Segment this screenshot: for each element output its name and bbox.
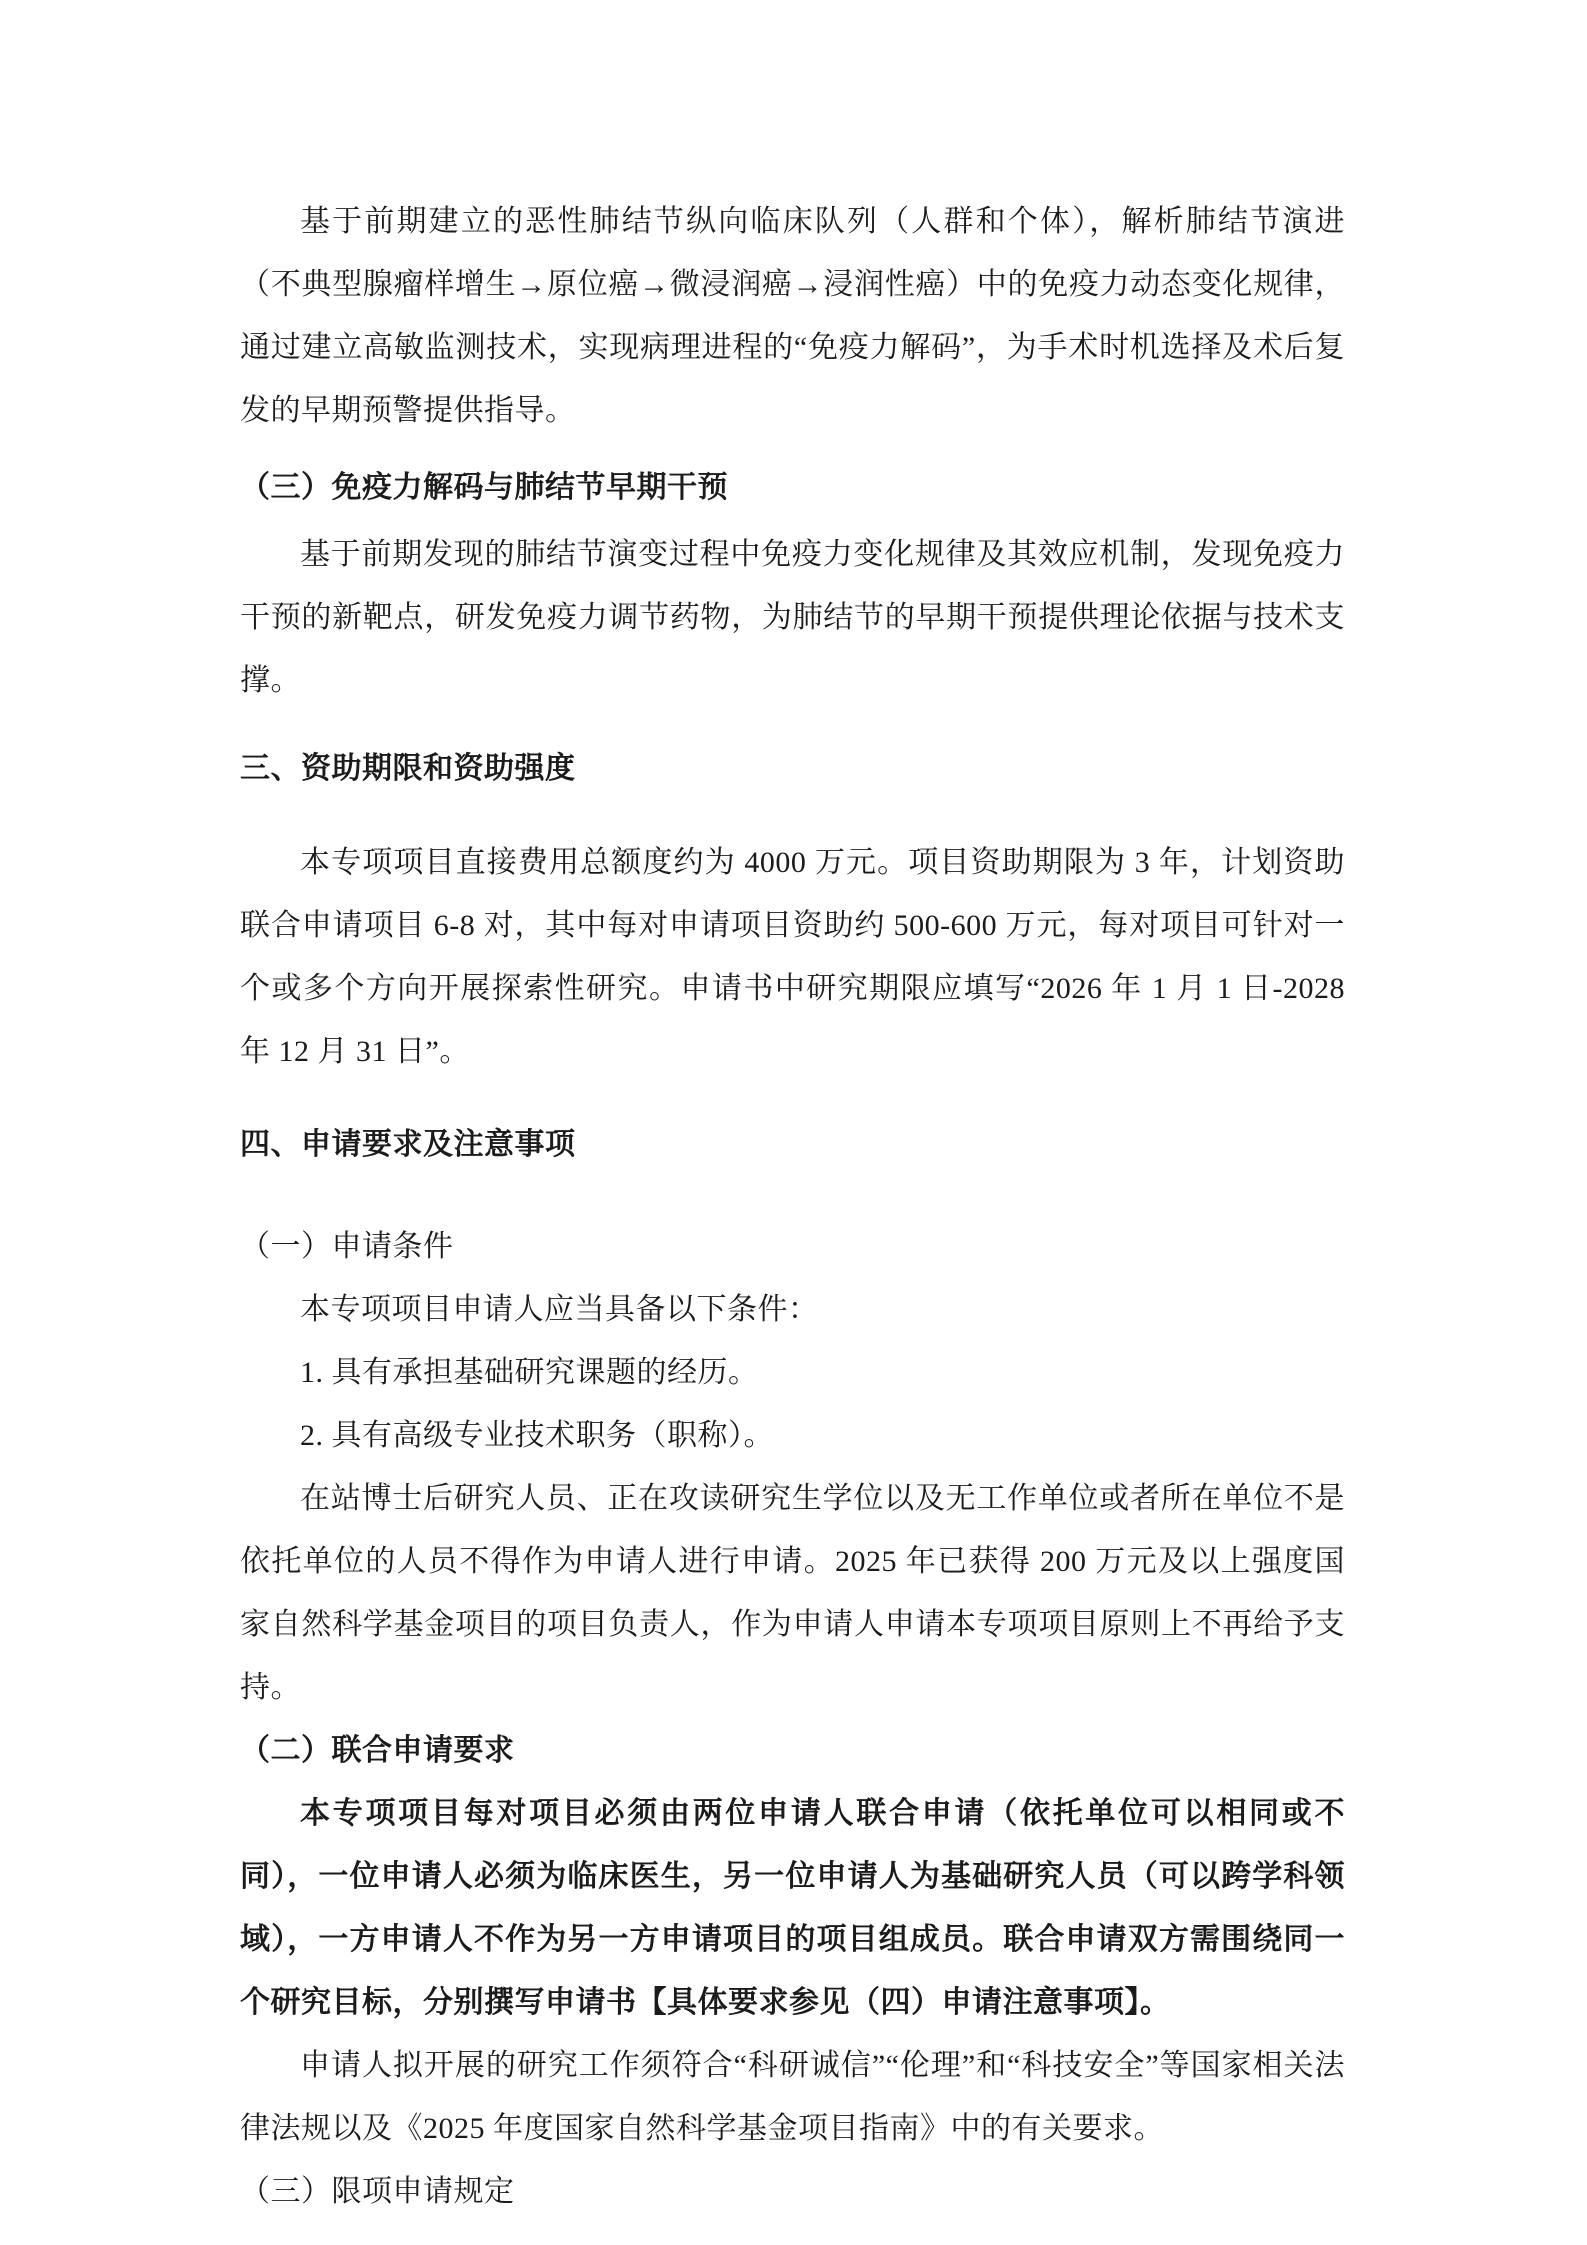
heading-application-conditions: （一）申请条件 bbox=[240, 1230, 454, 1263]
paragraph-research-integrity-compliance: 申请人拟开展的研究工作须符合“科研诚信”“伦理”和“科技安全”等国家相关法律法规以及《2025 年度国家自然科学基金项目指南》中的有关要求。 bbox=[240, 2049, 1345, 2145]
heading-application-limit-rules: （三）限项申请规定 bbox=[240, 2175, 515, 2208]
list-item-condition-1: 1. 具有承担基础研究课题的经历。 bbox=[300, 1356, 759, 1389]
heading-funding-period-and-intensity: 三、资助期限和资助强度 bbox=[240, 752, 576, 785]
paragraph-immunity-intervention-targets: 基于前期发现的肺结节演变过程中免疫力变化规律及其效应机制，发现免疫力干预的新靶点，研发免疫力调节药物，为肺结节的早期干预提供理论依据与技术支撑。 bbox=[240, 538, 1345, 697]
heading-immunity-decoding-early-intervention: （三）免疫力解码与肺结节早期干预 bbox=[240, 471, 728, 504]
heading-joint-application-requirements: （二）联合申请要求 bbox=[240, 1734, 515, 1767]
paragraph-joint-application-rules: 本专项项目每对项目必须由两位申请人联合申请（依托单位可以相同或不同），一位申请人必须为临床医生，另一位申请人为基础研究人员（可以跨学科领域），一方申请人不作为另一方申请项目的项目组成员。联合申请双方需围绕同一个研究目标，分别撰写申请书【具体要求参见（四）申请注意事项】。 bbox=[240, 1797, 1345, 2019]
paragraph-applicant-conditions-intro: 本专项项目申请人应当具备以下条件： bbox=[300, 1293, 819, 1326]
list-item-condition-2: 2. 具有高级专业技术职务（职称）。 bbox=[300, 1419, 774, 1452]
paragraph-ineligible-applicants: 在站博士后研究人员、正在攻读研究生学位以及无工作单位或者所在单位不是依托单位的人员不得作为申请人进行申请。2025 年已获得 200 万元及以上强度国家自然科学基金项目的项目负责人，作为申请人申请本专项项目原则上不再给予支持。 bbox=[240, 1482, 1345, 1704]
heading-application-requirements-notes: 四、申请要求及注意事项 bbox=[240, 1128, 576, 1161]
paragraph-funding-amount-details: 本专项项目直接费用总额度约为 4000 万元。项目资助期限为 3 年，计划资助联合申请项目 6-8 对，其中每对申请项目资助约 500-600 万元，每对项目可针对一个或多个方向开展探索性研究。申请书中研究期限应填写“2026 年 1 月 1 日-2028 年 12 月 31 日”。 bbox=[240, 846, 1345, 1068]
paragraph-nodule-cohort-immunity-decoding: 基于前期建立的恶性肺结节纵向临床队列（人群和个体），解析肺结节演进（不典型腺瘤样增生→原位癌→微浸润癌→浸润性癌）中的免疫力动态变化规律，通过建立高敏监测技术，实现病理进程的“免疫力解码”，为手术时机选择及术后复发的早期预警提供指导。 bbox=[240, 205, 1345, 427]
